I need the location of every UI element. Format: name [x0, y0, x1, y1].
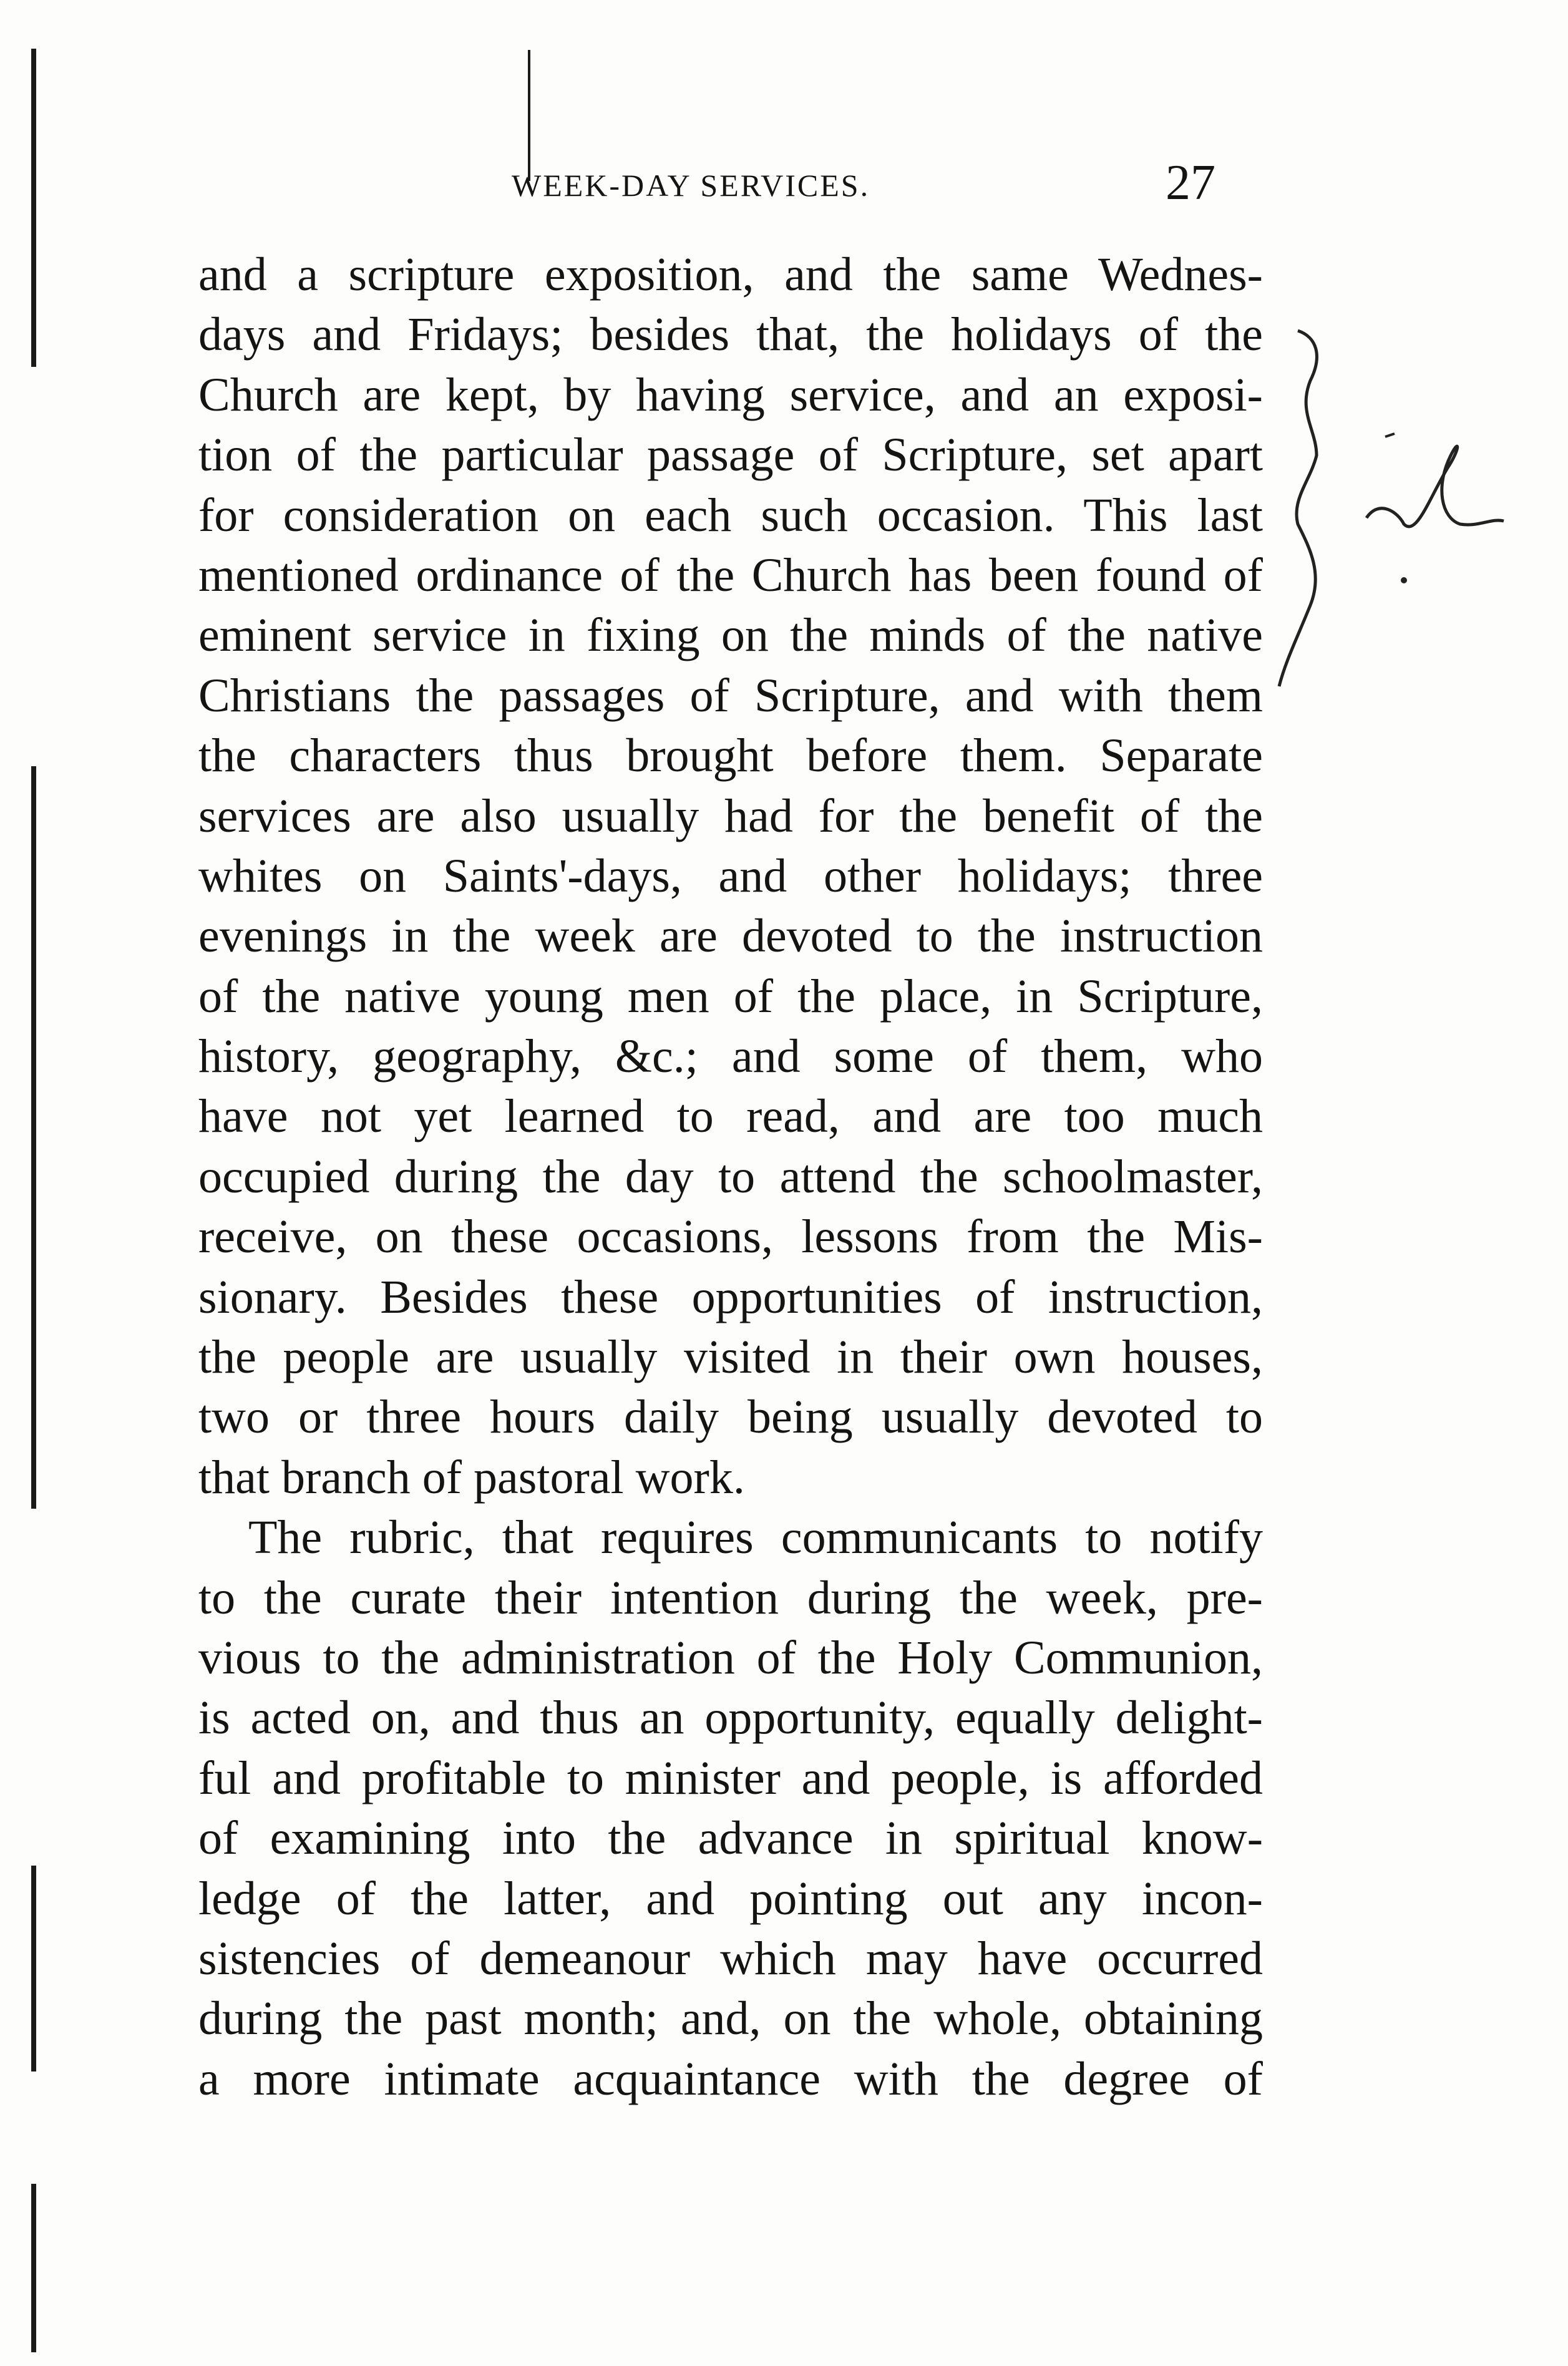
text-line: mentioned ordinance of the Church has been found of: [198, 548, 1263, 601]
text-line: that branch of pastoral work.: [198, 1451, 745, 1504]
text-line: The rubric, that requires communicants to notify: [248, 1511, 1263, 1564]
text-line: to the curate their intention during the week, pre-: [198, 1571, 1263, 1624]
page-number: 27: [1166, 155, 1215, 210]
text-line: occupied during the day to attend the schoolmaster,: [198, 1150, 1263, 1203]
text-line: and a scripture exposition, and the same Wednes-: [198, 248, 1263, 301]
handwritten-annotation: [1273, 312, 1522, 749]
scan-edge-mark: [31, 1866, 36, 2071]
text-line: during the past month; and, on the whole, obtaining: [198, 1992, 1263, 2045]
scan-edge-mark: [31, 2184, 36, 2352]
text-line: is acted on, and thus an opportunity, equally delight-: [198, 1692, 1263, 1745]
text-line: Christians the passages of Scripture, and with them: [198, 669, 1263, 722]
text-line: a more intimate acquaintance with the degree of: [198, 2052, 1263, 2105]
text-line: days and Fridays; besides that, the holidays of the: [198, 308, 1263, 361]
scan-edge-mark: [528, 50, 530, 181]
text-line: ledge of the latter, and pointing out any incon-: [198, 1872, 1263, 1925]
text-line: Church are kept, by having service, and an exposi-: [198, 368, 1263, 421]
text-line: have not yet learned to read, and are too much: [198, 1090, 1263, 1143]
text-line: history, geography, &c.; and some of them, who: [198, 1030, 1263, 1083]
text-line: of examining into the advance in spiritual know-: [198, 1812, 1263, 1865]
text-line: eminent service in fixing on the minds of the native: [198, 609, 1263, 662]
text-line: vious to the administration of the Holy Communion,: [198, 1631, 1263, 1684]
scan-edge-mark: [31, 49, 36, 367]
text-line: sionary. Besides these opportunities of instruction,: [198, 1270, 1263, 1323]
text-line: for consideration on each such occasion. This last: [198, 489, 1263, 542]
text-line: sistencies of demeanour which may have occurred: [198, 1932, 1263, 1985]
text-line: evenings in the week are devoted to the instruction: [198, 910, 1263, 963]
text-line: the people are usually visited in their own houses,: [198, 1331, 1263, 1384]
text-line: of the native young men of the place, in Scripture,: [198, 970, 1263, 1023]
text-line: two or three hours daily being usually devoted to: [198, 1391, 1263, 1444]
text-line: the characters thus brought before them. Separate: [198, 729, 1263, 782]
text-line: ful and profitable to minister and people, is afforded: [198, 1751, 1263, 1804]
text-line: whites on Saints'-days, and other holidays; three: [198, 849, 1263, 902]
running-head: WEEK-DAY SERVICES.: [512, 168, 870, 203]
body-text: [198, 245, 1263, 2109]
scan-edge-mark: [31, 766, 36, 1509]
text-line: receive, on these occasions, lessons from the Mis-: [198, 1210, 1263, 1263]
text-line: tion of the particular passage of Scripture, set apart: [198, 429, 1263, 482]
text-line: services are also usually had for the benefit of the: [198, 789, 1263, 842]
